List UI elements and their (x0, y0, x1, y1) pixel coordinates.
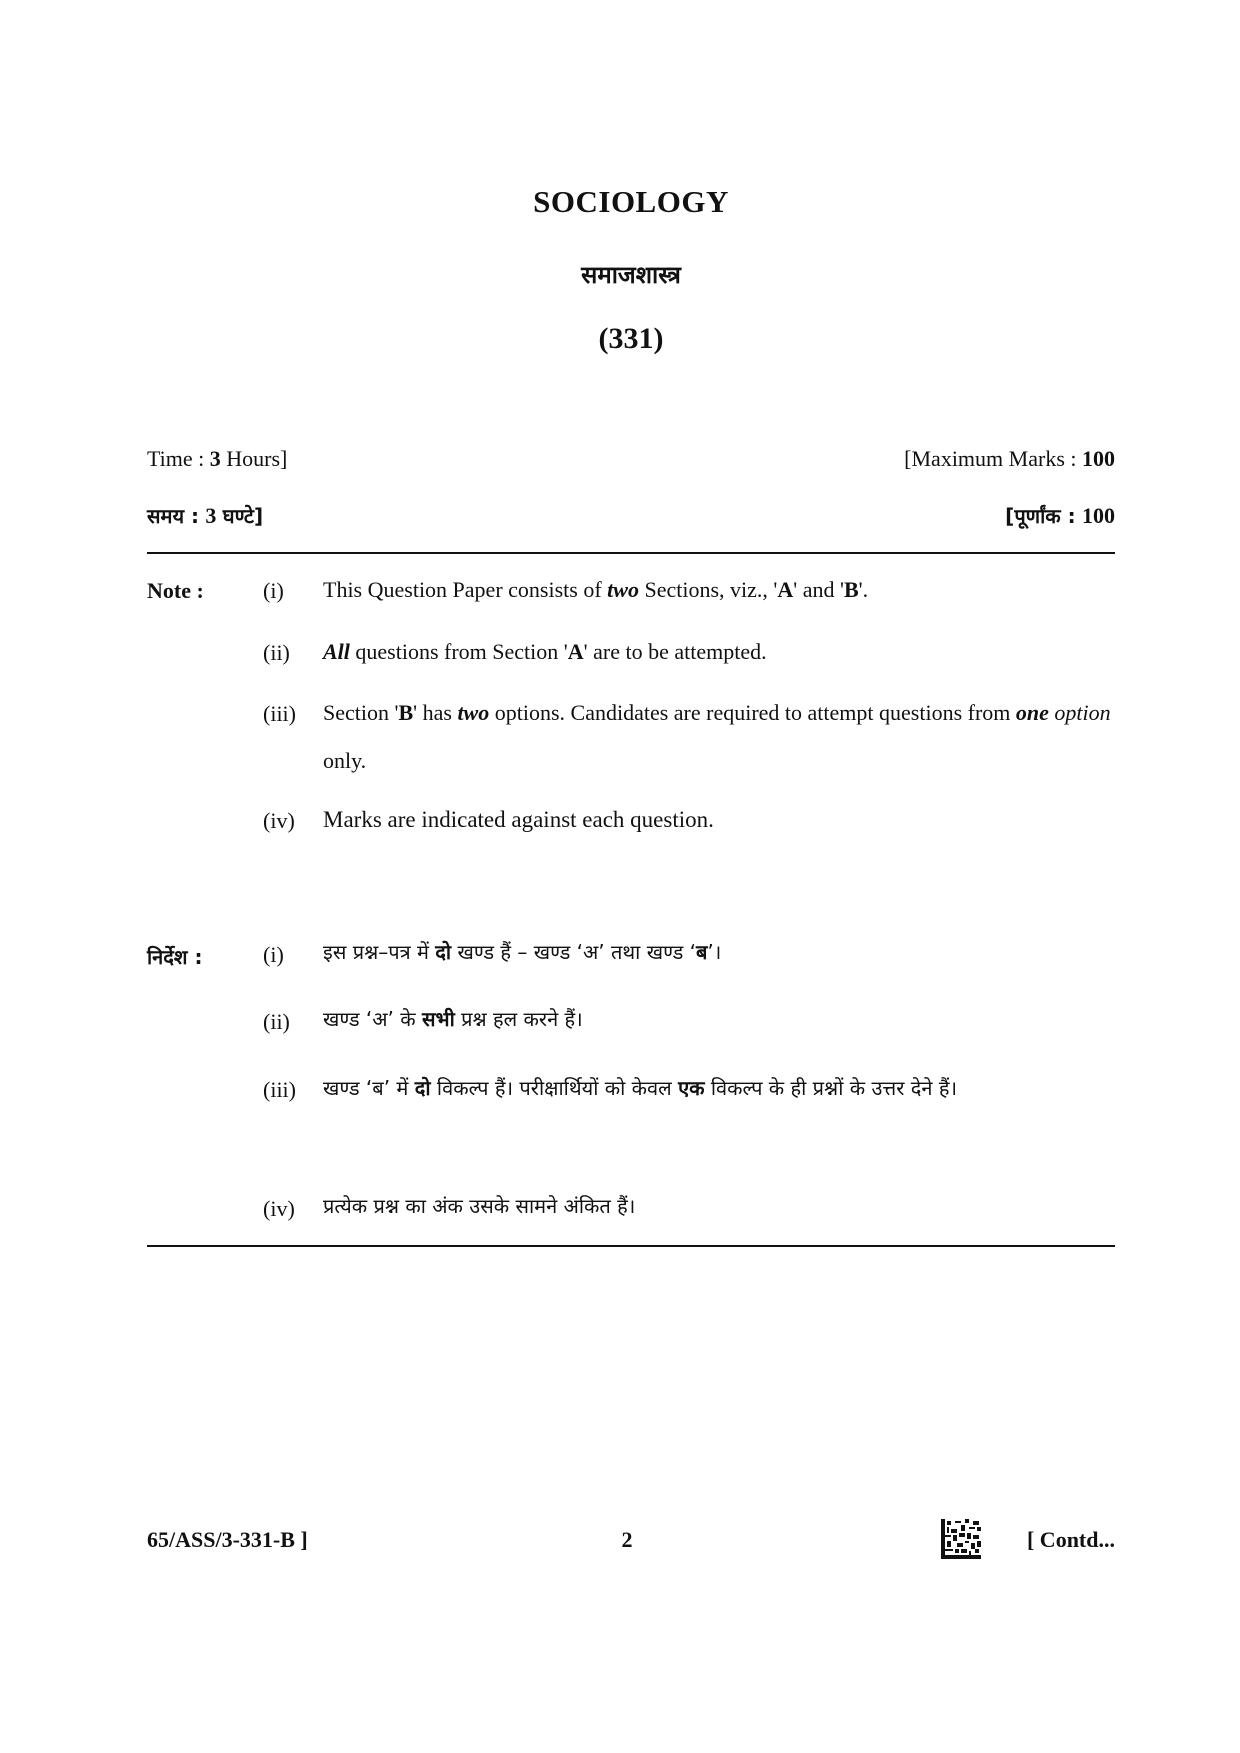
note-num: (iii) (263, 1077, 296, 1102)
note-num: (i) (263, 578, 284, 603)
note-num: (i) (263, 942, 284, 967)
time-label: Time : 3 Hours] (147, 446, 288, 471)
page-number: 2 (621, 1527, 633, 1552)
note-num: (iv) (263, 808, 295, 833)
paper-code: 65/ASS/3-331-B ] (147, 1527, 308, 1552)
paper-title: SOCIOLOGY (533, 184, 729, 219)
note-heading-hindi: निर्देश : (147, 945, 203, 969)
divider-top (147, 552, 1115, 554)
note-item: All questions from Section 'A' are to be attempted. (323, 639, 767, 664)
note-item-hindi: खण्ड ‘ब’ में दो विकल्प हैं। परीक्षार्थियों को केवल एक विकल्प के ही प्रश्नों के उत्तर देने हैं। (323, 1076, 958, 1100)
note-item-hindi: प्रत्येक प्रश्न का अंक उसके सामने अंकित हैं। (323, 1194, 636, 1218)
time-label-hindi: समय : 3 घण्टे] (147, 503, 264, 528)
note-num: (ii) (263, 640, 290, 665)
paper-title-hindi: समाजशास्त्र (581, 261, 681, 289)
continued-label: [ Contd... (1026, 1527, 1115, 1552)
qr-code-icon (941, 1519, 981, 1559)
note-heading: Note : (147, 578, 204, 603)
max-marks-hindi: [पूर्णांक : 100 (1005, 503, 1115, 528)
note-item-hindi: इस प्रश्न–पत्र में दो खण्ड हैं – खण्ड ‘अ’ तथा खण्ड ‘ब’। (323, 940, 722, 964)
note-item: Section 'B' has two options. Candidates are required to attempt questions from one option only. (323, 700, 1111, 773)
note-item: This Question Paper consists of two Sections, viz., 'A' and 'B'. (323, 577, 869, 602)
note-num: (iv) (263, 1196, 295, 1221)
note-num: (ii) (263, 1009, 290, 1034)
note-item-hindi: खण्ड ‘अ’ के सभी प्रश्न हल करने हैं। (323, 1007, 583, 1031)
note-item: Marks are indicated against each question. (323, 807, 714, 832)
subject-code: (331) (598, 322, 664, 355)
note-num: (iii) (263, 701, 296, 726)
max-marks: [Maximum Marks : 100 (904, 446, 1115, 471)
divider-bottom (147, 1245, 1115, 1247)
